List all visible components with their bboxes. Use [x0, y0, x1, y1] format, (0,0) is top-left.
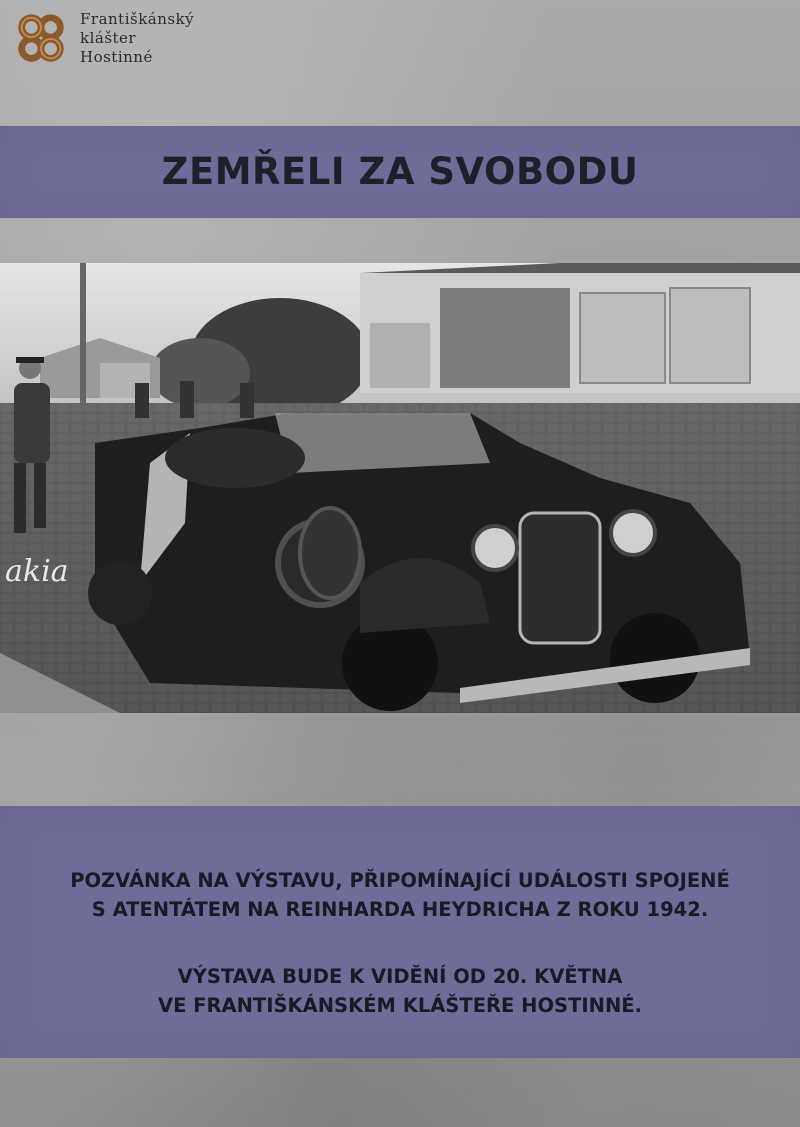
exhibition-line-1: VÝSTAVA BUDE K VIDĚNÍ OD 20. KVĚTNA: [177, 965, 623, 988]
interlocked-rings-logo-icon: [12, 10, 70, 68]
invitation-paragraph-1: [0, 866, 800, 924]
logo: [12, 10, 194, 74]
chalk-scrawl: akia: [5, 554, 69, 589]
logo-line-3: Hostinné: [80, 48, 153, 66]
historic-damaged-car-photo: [0, 263, 800, 713]
logo-line-2: klášter: [80, 29, 137, 47]
exhibition-line-2: VE FRANTIŠKÁNSKÉM KLÁŠTEŘE HOSTINNÉ.: [157, 994, 643, 1017]
invitation-paragraph-2: [0, 962, 800, 1020]
historic-photo: [0, 263, 800, 713]
logo-line-1: Františkánský: [80, 10, 195, 28]
invitation-line-2: S ATENTÁTEM NA REINHARDA HEYDRICHA Z ROKU 1942.: [91, 898, 709, 921]
page-title: ZEMŘELI ZA SVOBODU: [161, 150, 639, 193]
invitation-band: [0, 806, 800, 1058]
logo-text: [80, 10, 194, 67]
invitation-line-1: POZVÁNKA NA VÝSTAVU, PŘIPOMÍNAJÍCÍ UDÁLOSTI SPOJENÉ: [70, 869, 730, 892]
